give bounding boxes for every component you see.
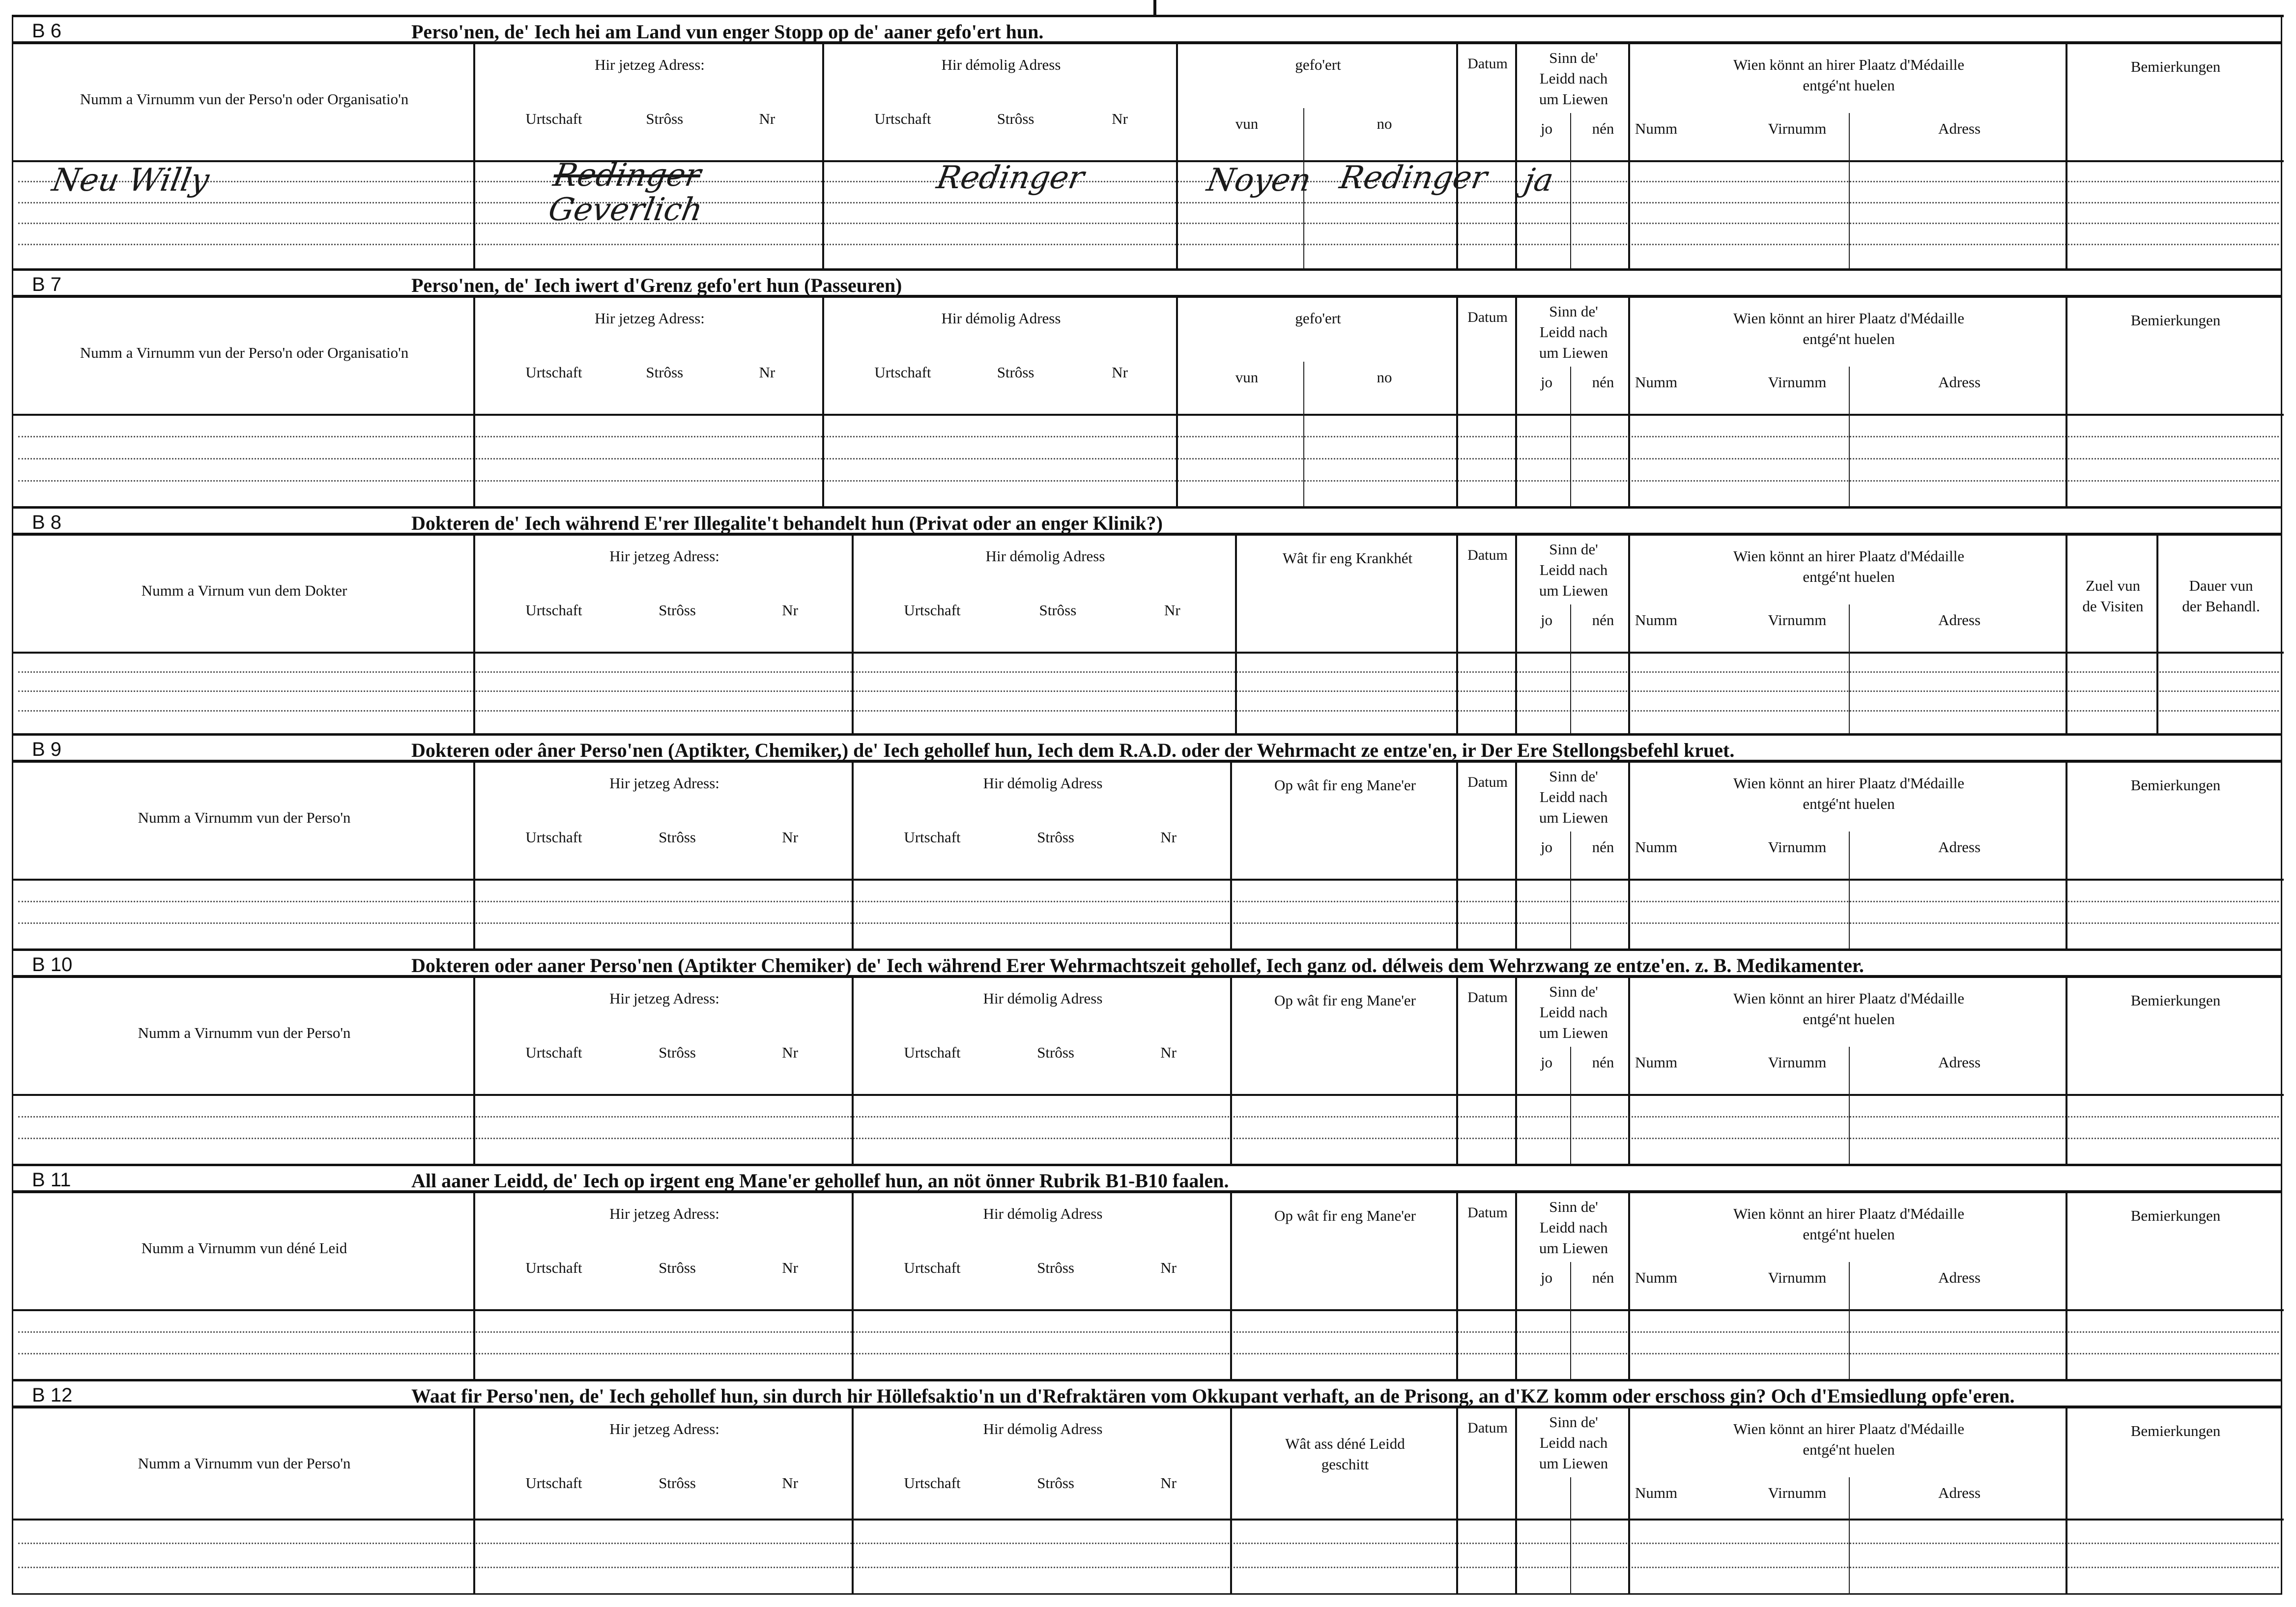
column-bem bbox=[2067, 763, 2284, 948]
column-cur bbox=[475, 763, 854, 948]
virnumm-label: Virnumm bbox=[1768, 373, 1827, 391]
leidd-geschitt-label-1: Wât ass déné Leidd bbox=[1285, 1435, 1405, 1452]
medaille-divider bbox=[1849, 832, 1850, 948]
handwritten-current-place-1: Redinger bbox=[550, 157, 704, 194]
jo-label: jo bbox=[1540, 838, 1553, 856]
column-sinn bbox=[1517, 44, 1630, 268]
column-med bbox=[1630, 763, 2067, 948]
column-dat bbox=[1458, 536, 1517, 733]
adress-label: Adress bbox=[1938, 1269, 1981, 1286]
handwritten-jo: ja bbox=[1521, 162, 1556, 199]
nr-label: Nr bbox=[1164, 602, 1180, 619]
column-name bbox=[13, 1408, 475, 1595]
stross-label: Strôss bbox=[646, 364, 684, 381]
column-sinn bbox=[1517, 763, 1630, 948]
sinn-label-2: Leidd nach bbox=[1539, 1434, 1608, 1451]
column-man bbox=[1232, 1408, 1458, 1595]
section-header bbox=[13, 733, 2281, 763]
section-title: Dokteren de' Iech während E'rer Illegalite't behandelt hun (Privat oder an enger Klinik?) bbox=[411, 512, 1163, 534]
nr-label: Nr bbox=[759, 364, 775, 381]
medaille-divider bbox=[1849, 367, 1850, 506]
former-address-label: Hir démolig Adress bbox=[983, 1420, 1103, 1437]
former-address-label: Hir démolig Adress bbox=[941, 56, 1061, 73]
virnumm-label: Virnumm bbox=[1768, 1054, 1827, 1071]
nr-label: Nr bbox=[1112, 364, 1128, 381]
column-sinn bbox=[1517, 978, 1630, 1164]
former-address-label: Hir démolig Adress bbox=[983, 990, 1103, 1007]
section-code: B 8 bbox=[32, 512, 62, 533]
column-dat bbox=[1458, 44, 1517, 268]
top-notch bbox=[1153, 0, 1156, 16]
nen-label: nén bbox=[1592, 611, 1614, 629]
nr-label: Nr bbox=[782, 829, 798, 846]
column-med bbox=[1630, 536, 2067, 733]
medaille-label-2: entgé'nt huelen bbox=[1803, 330, 1895, 347]
name-label: Numm a Virnumm vun der Perso'n bbox=[138, 1024, 351, 1041]
section-b10 bbox=[13, 948, 2281, 1164]
medaille-label-1: Wien könnt an hirer Plaatz d'Médaille bbox=[1733, 1420, 1965, 1437]
nen-label: nén bbox=[1592, 373, 1614, 391]
column-sinn bbox=[1517, 298, 1630, 506]
datum-label: Datum bbox=[1467, 547, 1508, 563]
nen-label: nén bbox=[1592, 1054, 1614, 1071]
bemierkungen-label: Bemierkungen bbox=[2130, 312, 2221, 329]
adress-label: Adress bbox=[1938, 838, 1981, 856]
current-address-label: Hir jetzeg Adress: bbox=[609, 775, 719, 792]
former-address-label: Hir démolig Adress bbox=[985, 547, 1105, 565]
column-form bbox=[824, 298, 1178, 506]
name-label: Numm a Virnumm vun der Perso'n bbox=[138, 1455, 351, 1472]
column-name bbox=[13, 763, 475, 948]
virnumm-label: Virnumm bbox=[1768, 838, 1827, 856]
sinn-divider bbox=[1570, 1047, 1571, 1164]
nr-label: Nr bbox=[1160, 1259, 1177, 1276]
section-header bbox=[13, 15, 2281, 44]
column-dat bbox=[1458, 298, 1517, 506]
urtschaft-label: Urtschaft bbox=[904, 602, 961, 619]
handwritten-name: Neu Willy bbox=[49, 162, 212, 199]
section-header bbox=[13, 268, 2281, 298]
section-title: Perso'nen, de' Iech iwert d'Grenz gefo'ert hun (Passeuren) bbox=[411, 274, 902, 296]
column-name bbox=[13, 536, 475, 733]
bemierkungen-label: Bemierkungen bbox=[2130, 58, 2221, 75]
medaille-label-1: Wien könnt an hirer Plaatz d'Médaille bbox=[1733, 56, 1965, 73]
column-med bbox=[1630, 298, 2067, 506]
section-code: B 9 bbox=[32, 739, 62, 760]
nr-label: Nr bbox=[1160, 1044, 1177, 1061]
column-cur bbox=[475, 978, 854, 1164]
stross-label: Strôss bbox=[659, 829, 696, 846]
column-man bbox=[1232, 763, 1458, 948]
section-title: Perso'nen, de' Iech hei am Land vun enger Stopp op de' aaner gefo'ert hun. bbox=[411, 21, 1044, 43]
medaille-label-2: entgé'nt huelen bbox=[1803, 568, 1895, 585]
stross-label: Strôss bbox=[659, 1474, 696, 1492]
maneer-label: Op wât fir eng Mane'er bbox=[1274, 776, 1416, 794]
urtschaft-label: Urtschaft bbox=[874, 364, 931, 381]
sinn-label-1: Sinn de' bbox=[1549, 303, 1598, 320]
sinn-divider bbox=[1570, 113, 1571, 268]
nr-label: Nr bbox=[759, 110, 775, 127]
medaille-divider bbox=[1849, 1477, 1850, 1595]
column-name bbox=[13, 978, 475, 1164]
handwritten-former-place: Redinger bbox=[934, 160, 1087, 196]
gefoert-divider bbox=[1303, 362, 1304, 506]
urtschaft-label: Urtschaft bbox=[525, 1259, 582, 1276]
column-cur bbox=[475, 536, 854, 733]
no-label: no bbox=[1377, 115, 1392, 132]
medaille-label-2: entgé'nt huelen bbox=[1803, 1441, 1895, 1458]
column-man bbox=[1232, 1193, 1458, 1379]
bemierkungen-label: Bemierkungen bbox=[2130, 992, 2221, 1009]
section-b6 bbox=[13, 15, 2281, 268]
medaille-divider bbox=[1849, 604, 1850, 733]
zuel-label-1: Zuel vun bbox=[2085, 577, 2141, 594]
sinn-divider bbox=[1570, 367, 1571, 506]
medaille-divider bbox=[1849, 113, 1850, 268]
sinn-label-1: Sinn de' bbox=[1549, 1413, 1598, 1431]
medaille-label-2: entgé'nt huelen bbox=[1803, 1226, 1895, 1243]
section-title: Waat fir Perso'nen, de' Iech gehollef hun, sin durch hir Höllefsaktio'n un d'Refraktären vom Okkupant verhaft, an de Prisong, an d'KZ komm oder erschoss gin? Och d'Emsiedlung opfe'eren. bbox=[411, 1385, 2015, 1407]
section-code: B 11 bbox=[32, 1169, 71, 1191]
nr-label: Nr bbox=[782, 1044, 798, 1061]
sinn-label-1: Sinn de' bbox=[1549, 768, 1598, 785]
column-dat bbox=[1458, 1408, 1517, 1595]
virnumm-label: Virnumm bbox=[1768, 1269, 1827, 1286]
section-b7 bbox=[13, 268, 2281, 506]
dauer-label-1: Dauer vun bbox=[2189, 577, 2253, 594]
sinn-label-1: Sinn de' bbox=[1549, 1198, 1598, 1215]
urtschaft-label: Urtschaft bbox=[525, 110, 582, 127]
current-address-label: Hir jetzeg Adress: bbox=[609, 547, 719, 565]
section-b12 bbox=[13, 1379, 2281, 1595]
section-header bbox=[13, 948, 2281, 978]
urtschaft-label: Urtschaft bbox=[525, 364, 582, 381]
stross-label: Strôss bbox=[1037, 1259, 1074, 1276]
current-address-label: Hir jetzeg Adress: bbox=[595, 56, 705, 73]
maneer-label: Op wât fir eng Mane'er bbox=[1274, 1207, 1416, 1224]
sinn-divider bbox=[1570, 1477, 1571, 1595]
urtschaft-label: Urtschaft bbox=[525, 1474, 582, 1492]
medaille-divider bbox=[1849, 1262, 1850, 1379]
stross-label: Strôss bbox=[997, 110, 1034, 127]
column-form bbox=[854, 1193, 1232, 1379]
nr-label: Nr bbox=[782, 1259, 798, 1276]
sinn-label-2: Leidd nach bbox=[1539, 323, 1608, 341]
column-name bbox=[13, 44, 475, 268]
column-cur bbox=[475, 44, 824, 268]
column-name bbox=[13, 1193, 475, 1379]
stross-label: Strôss bbox=[997, 364, 1034, 381]
adress-label: Adress bbox=[1938, 1054, 1981, 1071]
medaille-label-1: Wien könnt an hirer Plaatz d'Médaille bbox=[1733, 547, 1965, 565]
numm-label: Numm bbox=[1635, 1269, 1678, 1286]
datum-label: Datum bbox=[1467, 309, 1508, 325]
nr-label: Nr bbox=[782, 1474, 798, 1492]
column-dat bbox=[1458, 763, 1517, 948]
sinn-label-2: Leidd nach bbox=[1539, 70, 1608, 87]
sinn-label-3: um Liewen bbox=[1539, 1239, 1608, 1257]
former-address-label: Hir démolig Adress bbox=[941, 310, 1061, 327]
column-name bbox=[13, 298, 475, 506]
handwritten-from: Noyen bbox=[1204, 162, 1314, 199]
column-cur bbox=[475, 298, 824, 506]
urtschaft-label: Urtschaft bbox=[874, 110, 931, 127]
column-med bbox=[1630, 44, 2067, 268]
sinn-label-3: um Liewen bbox=[1539, 90, 1608, 108]
column-cur bbox=[475, 1193, 854, 1379]
nr-label: Nr bbox=[782, 602, 798, 619]
sinn-label-2: Leidd nach bbox=[1539, 1004, 1608, 1021]
section-header bbox=[13, 506, 2281, 536]
column-bem bbox=[2067, 1408, 2284, 1595]
sinn-label-3: um Liewen bbox=[1539, 1455, 1608, 1472]
urtschaft-label: Urtschaft bbox=[525, 1044, 582, 1061]
column-med bbox=[1630, 1408, 2067, 1595]
sinn-label-3: um Liewen bbox=[1539, 344, 1608, 361]
adress-label: Adress bbox=[1938, 120, 1981, 137]
section-b11 bbox=[13, 1164, 2281, 1379]
stross-label: Strôss bbox=[1037, 829, 1074, 846]
stross-label: Strôss bbox=[659, 602, 696, 619]
former-address-label: Hir démolig Adress bbox=[983, 1205, 1103, 1222]
column-man bbox=[1232, 978, 1458, 1164]
krankheet-label: Wât fir eng Krankhét bbox=[1282, 549, 1413, 567]
numm-label: Numm bbox=[1635, 1054, 1678, 1071]
section-b8 bbox=[13, 506, 2281, 733]
section-header bbox=[13, 1379, 2281, 1408]
medaille-label-1: Wien könnt an hirer Plaatz d'Médaille bbox=[1733, 1205, 1965, 1222]
jo-label: jo bbox=[1540, 120, 1553, 137]
current-address-label: Hir jetzeg Adress: bbox=[609, 1205, 719, 1222]
section-title: All aaner Leidd, de' Iech op irgent eng Mane'er gehollef hun, an nöt önner Rubrik B1-B10 faalen. bbox=[411, 1170, 1229, 1192]
section-title: Dokteren oder aaner Perso'nen (Aptikter Chemiker) de' Iech während Erer Wehrmachtszeit gehollef, Iech ganz od. délweis dem Wehrzwang ze entze'en. z. B. Medikamenter. bbox=[411, 954, 1864, 976]
urtschaft-label: Urtschaft bbox=[525, 602, 582, 619]
form-sheet bbox=[12, 15, 2282, 1595]
numm-label: Numm bbox=[1635, 838, 1678, 856]
bemierkungen-label: Bemierkungen bbox=[2130, 1422, 2221, 1439]
sinn-label-3: um Liewen bbox=[1539, 809, 1608, 826]
stross-label: Strôss bbox=[1037, 1474, 1074, 1492]
maneer-label: Op wât fir eng Mane'er bbox=[1274, 992, 1416, 1009]
handwritten-current-place-2: Geverlich bbox=[545, 192, 706, 228]
name-label: Numm a Virnumm vun déné Leid bbox=[141, 1239, 347, 1257]
column-gef bbox=[1178, 44, 1458, 268]
datum-label: Datum bbox=[1467, 1205, 1508, 1221]
gefoert-label: gefo'ert bbox=[1295, 56, 1341, 73]
column-bem bbox=[2067, 978, 2284, 1164]
sinn-divider bbox=[1570, 604, 1571, 733]
column-krank bbox=[1237, 536, 1458, 733]
medaille-divider bbox=[1849, 1047, 1850, 1164]
datum-label: Datum bbox=[1467, 989, 1508, 1005]
column-form bbox=[854, 763, 1232, 948]
sinn-label-3: um Liewen bbox=[1539, 582, 1608, 599]
numm-label: Numm bbox=[1635, 1484, 1678, 1501]
urtschaft-label: Urtschaft bbox=[904, 1474, 961, 1492]
nen-label: nén bbox=[1592, 1269, 1614, 1286]
column-form bbox=[854, 1408, 1232, 1595]
bemierkungen-label: Bemierkungen bbox=[2130, 776, 2221, 794]
nen-label: nén bbox=[1592, 838, 1614, 856]
numm-label: Numm bbox=[1635, 611, 1678, 629]
column-sinn bbox=[1517, 536, 1630, 733]
sinn-label-3: um Liewen bbox=[1539, 1024, 1608, 1041]
adress-label: Adress bbox=[1938, 1484, 1981, 1501]
section-header bbox=[13, 1164, 2281, 1193]
vun-label: vun bbox=[1235, 115, 1259, 132]
sinn-label-1: Sinn de' bbox=[1549, 983, 1598, 1000]
stross-label: Strôss bbox=[1037, 1044, 1074, 1061]
name-label: Numm a Virnumm vun der Perso'n oder Organisatio'n bbox=[80, 90, 409, 108]
sinn-label-2: Leidd nach bbox=[1539, 1219, 1608, 1236]
virnumm-label: Virnumm bbox=[1768, 611, 1827, 629]
section-code: B 12 bbox=[32, 1384, 73, 1406]
name-label: Numm a Virnum vun dem Dokter bbox=[141, 582, 347, 599]
datum-label: Datum bbox=[1467, 774, 1508, 790]
datum-label: Datum bbox=[1467, 1420, 1508, 1436]
section-code: B 10 bbox=[32, 954, 73, 976]
numm-label: Numm bbox=[1635, 373, 1678, 391]
sinn-label-2: Leidd nach bbox=[1539, 561, 1608, 578]
current-address-label: Hir jetzeg Adress: bbox=[609, 990, 719, 1007]
name-label: Numm a Virnumm vun der Perso'n bbox=[138, 809, 351, 826]
former-address-label: Hir démolig Adress bbox=[983, 775, 1103, 792]
sinn-label-1: Sinn de' bbox=[1549, 541, 1598, 558]
current-address-label: Hir jetzeg Adress: bbox=[595, 310, 705, 327]
urtschaft-label: Urtschaft bbox=[904, 829, 961, 846]
column-dat bbox=[1458, 1193, 1517, 1379]
sinn-divider bbox=[1570, 832, 1571, 948]
column-med bbox=[1630, 1193, 2067, 1379]
urtschaft-label: Urtschaft bbox=[525, 829, 582, 846]
sinn-label-1: Sinn de' bbox=[1549, 49, 1598, 66]
column-form bbox=[854, 536, 1237, 733]
vun-label: vun bbox=[1235, 369, 1259, 386]
bemierkungen-label: Bemierkungen bbox=[2130, 1207, 2221, 1224]
current-address-label: Hir jetzeg Adress: bbox=[609, 1420, 719, 1437]
section-code: B 7 bbox=[32, 274, 62, 295]
zuel-label-2: de Visiten bbox=[2082, 598, 2144, 615]
no-label: no bbox=[1377, 369, 1392, 386]
section-b9 bbox=[13, 733, 2281, 948]
medaille-label-2: entgé'nt huelen bbox=[1803, 1010, 1895, 1028]
virnumm-label: Virnumm bbox=[1768, 120, 1827, 137]
column-gef bbox=[1178, 298, 1458, 506]
sinn-divider bbox=[1570, 1262, 1571, 1379]
virnumm-label: Virnumm bbox=[1768, 1484, 1827, 1501]
jo-label: jo bbox=[1540, 1269, 1553, 1286]
column-cur bbox=[475, 1408, 854, 1595]
column-zuel bbox=[2067, 536, 2158, 733]
urtschaft-label: Urtschaft bbox=[904, 1259, 961, 1276]
name-label: Numm a Virnumm vun der Perso'n oder Organisatio'n bbox=[80, 344, 409, 361]
column-med bbox=[1630, 978, 2067, 1164]
column-sinn bbox=[1517, 1193, 1630, 1379]
leidd-geschitt-label-2: geschitt bbox=[1321, 1456, 1369, 1473]
medaille-label-1: Wien könnt an hirer Plaatz d'Médaille bbox=[1733, 990, 1965, 1007]
sinn-label-2: Leidd nach bbox=[1539, 788, 1608, 805]
nr-label: Nr bbox=[1160, 829, 1177, 846]
column-form bbox=[854, 978, 1232, 1164]
column-sinn bbox=[1517, 1408, 1630, 1595]
handwritten-to: Redinger bbox=[1337, 160, 1490, 196]
medaille-label-2: entgé'nt huelen bbox=[1803, 77, 1895, 94]
medaille-label-2: entgé'nt huelen bbox=[1803, 795, 1895, 812]
numm-label: Numm bbox=[1635, 120, 1678, 137]
dauer-label-2: der Behandl. bbox=[2182, 598, 2260, 615]
datum-label: Datum bbox=[1467, 56, 1508, 72]
medaille-label-1: Wien könnt an hirer Plaatz d'Médaille bbox=[1733, 775, 1965, 792]
nr-label: Nr bbox=[1160, 1474, 1177, 1492]
nen-label: nén bbox=[1592, 120, 1614, 137]
section-title: Dokteren oder âner Perso'nen (Aptikter, Chemiker,) de' Iech gehollef hun, Iech dem R.A.D. oder der Wehrmacht ze entze'en, ir Der Ere Stellongsbefehl kruet. bbox=[411, 739, 1735, 761]
gefoert-label: gefo'ert bbox=[1295, 310, 1341, 327]
adress-label: Adress bbox=[1938, 611, 1981, 629]
nr-label: Nr bbox=[1112, 110, 1128, 127]
adress-label: Adress bbox=[1938, 373, 1981, 391]
stross-label: Strôss bbox=[659, 1044, 696, 1061]
stross-label: Strôss bbox=[1039, 602, 1077, 619]
column-dauer bbox=[2158, 536, 2284, 733]
urtschaft-label: Urtschaft bbox=[904, 1044, 961, 1061]
column-dat bbox=[1458, 978, 1517, 1164]
section-code: B 6 bbox=[32, 20, 62, 42]
column-bem bbox=[2067, 44, 2284, 268]
stross-label: Strôss bbox=[646, 110, 684, 127]
jo-label: jo bbox=[1540, 1054, 1553, 1071]
jo-label: jo bbox=[1540, 611, 1553, 629]
stross-label: Strôss bbox=[659, 1259, 696, 1276]
column-bem bbox=[2067, 298, 2284, 506]
medaille-label-1: Wien könnt an hirer Plaatz d'Médaille bbox=[1733, 310, 1965, 327]
jo-label: jo bbox=[1540, 373, 1553, 391]
column-form bbox=[824, 44, 1178, 268]
column-bem bbox=[2067, 1193, 2284, 1379]
